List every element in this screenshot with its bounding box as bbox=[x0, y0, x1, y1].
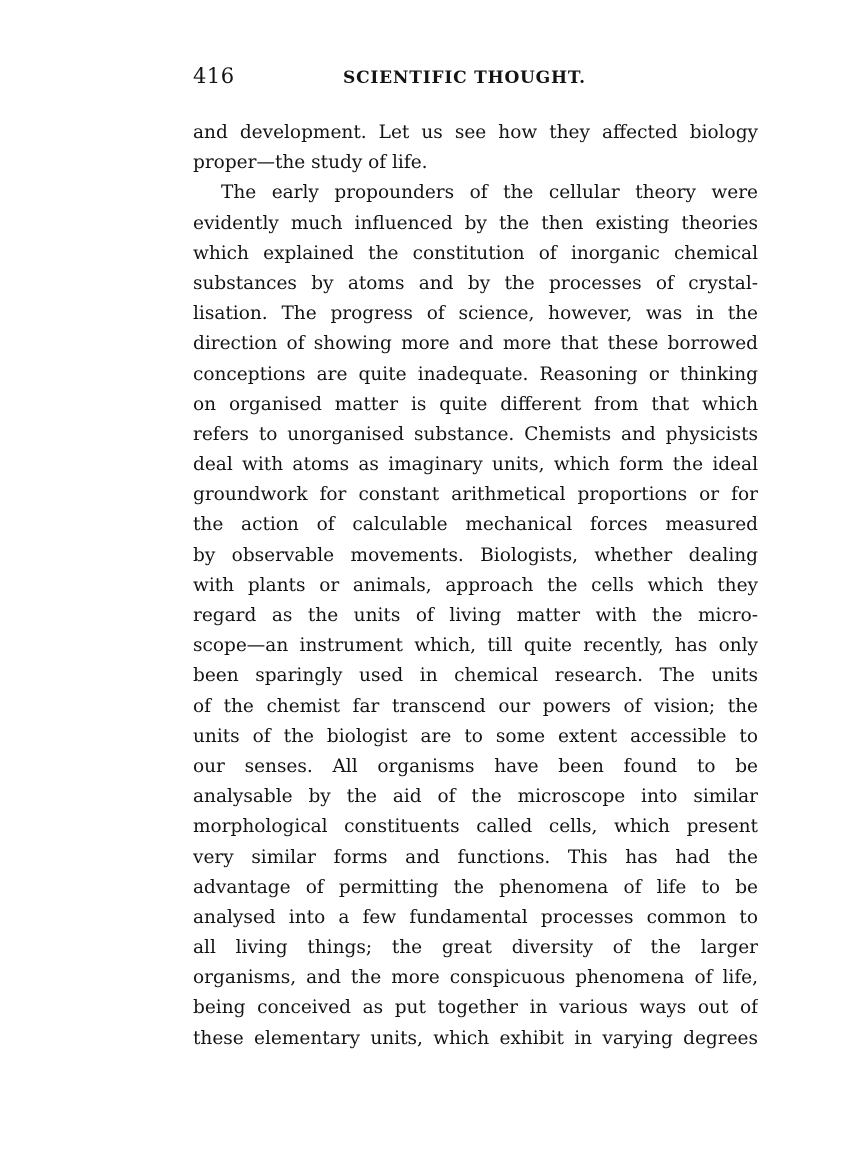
text-line: units of the biologist are to some extent accessible to bbox=[193, 725, 758, 747]
text-line: groundwork for constant arithmetical proportions or for bbox=[193, 484, 758, 506]
text-line: with plants or animals, approach the cells which they bbox=[193, 574, 758, 596]
text-line: refers to unorganised substance. Chemists and physicists bbox=[193, 423, 758, 445]
page-header bbox=[193, 64, 758, 94]
text-line: these elementary units, which exhibit in varying degrees bbox=[193, 1027, 758, 1049]
text-line: organisms, and the more conspicuous phenomena of life, bbox=[193, 967, 758, 989]
text-line: and development. Let us see how they affected biology bbox=[193, 122, 758, 143]
text-line: which explained the constitution of inorganic chemical bbox=[193, 242, 758, 264]
text-line: analysed into a few fundamental processes common to bbox=[193, 906, 758, 928]
text-line: very similar forms and functions. This has had the bbox=[193, 846, 758, 868]
text-line: conceptions are quite inadequate. Reasoning or thinking bbox=[193, 363, 758, 385]
text-line: proper—the study of life. bbox=[193, 152, 428, 174]
text-line: lisation. The progress of science, however, was in the bbox=[193, 303, 758, 325]
text-line: all living things; the great diversity of the larger bbox=[193, 937, 758, 959]
text-line: advantage of permitting the phenomena of life to be bbox=[193, 876, 758, 898]
running-title: SCIENTIFIC THOUGHT. bbox=[343, 68, 586, 88]
text-line: deal with atoms as imaginary units, which form the ideal bbox=[193, 454, 758, 476]
text-line: been sparingly used in chemical research. The units bbox=[193, 665, 758, 687]
text-line: regard as the units of living matter with the micro- bbox=[193, 605, 758, 626]
page-number: 416 bbox=[193, 64, 235, 88]
text-line: evidently much influenced by the then existing theories bbox=[193, 212, 758, 234]
text-line: the action of calculable mechanical forces measured bbox=[193, 514, 758, 536]
text-line: direction of showing more and more that these borrowed bbox=[193, 333, 758, 355]
text-line: on organised matter is quite different from that which bbox=[193, 393, 758, 415]
text-line: The early propounders of the cellular theory were bbox=[221, 182, 758, 204]
text-line: analysable by the aid of the microscope into similar bbox=[193, 786, 758, 808]
text-line: substances by atoms and by the processes of crystal- bbox=[193, 272, 758, 294]
text-line: morphological constituents called cells, which present bbox=[193, 816, 758, 838]
text-line: of the chemist far transcend our powers of vision; the bbox=[193, 695, 758, 717]
text-line: by observable movements. Biologists, whether dealing bbox=[193, 544, 758, 566]
text-line: being conceived as put together in various ways out of bbox=[193, 997, 758, 1019]
body-text bbox=[193, 118, 758, 1054]
text-line: scope—an instrument which, till quite recently, has only bbox=[193, 635, 758, 657]
text-line: our senses. All organisms have been found to be bbox=[193, 755, 758, 777]
